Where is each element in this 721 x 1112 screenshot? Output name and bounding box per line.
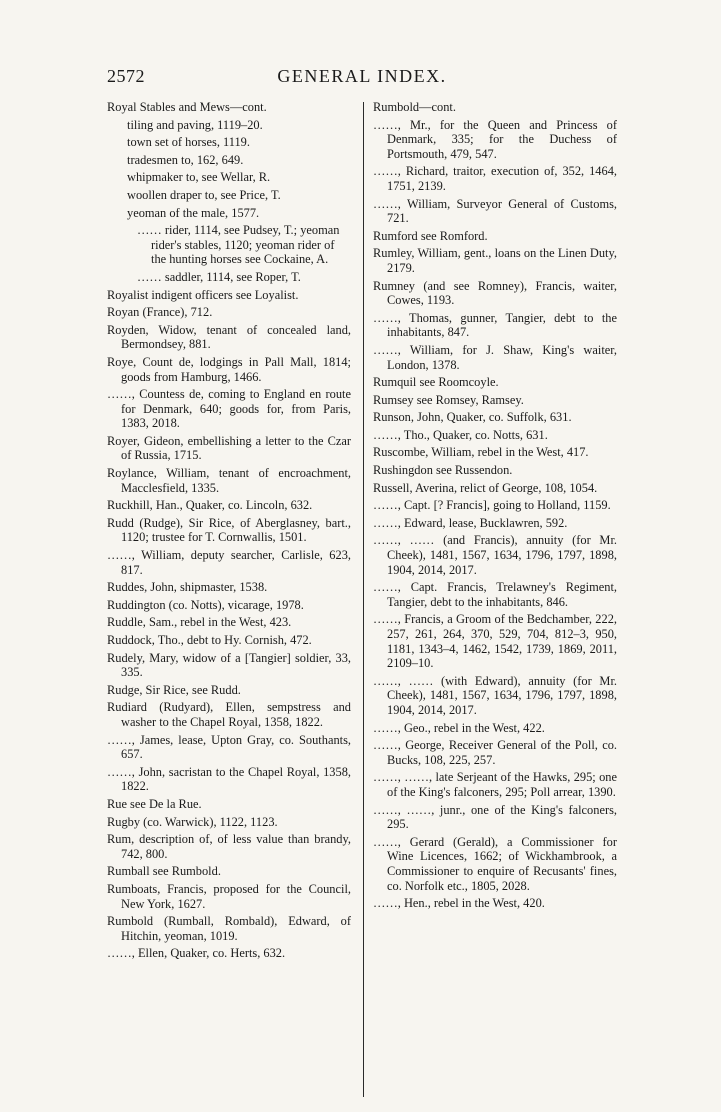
index-entry: Rumley, William, gent., loans on the Linen Duty, 2179. <box>373 246 617 275</box>
index-entry: Rumbold (Rumball, Rombald), Edward, of Hitchin, yeoman, 1019. <box>107 914 351 943</box>
index-entry: Ruddes, John, shipmaster, 1538. <box>107 580 268 595</box>
index-entry: Rudiard (Rudyard), Ellen, sempstress and washer to the Chapel Royal, 1358, 1822. <box>107 700 351 729</box>
index-entry: ……, Ellen, Quaker, co. Herts, 632. <box>107 946 286 961</box>
index-entry: Royer, Gideon, embellishing a letter to the Czar of Russia, 1715. <box>107 433 351 463</box>
index-entry: Rumquil see Roomcoyle. <box>373 375 499 390</box>
index-entry: Royden, Widow, tenant of concealed land, Bermondsey, 881. <box>107 322 351 352</box>
index-entry: Rumbold—cont. <box>373 100 456 114</box>
index-entry: Roye, Count de, lodgings in Pall Mall, 1814; goods from Hamburg, 1466. <box>107 354 351 384</box>
page-number: 2572 <box>107 66 145 86</box>
index-entry: Royal Stables and Mews—cont. <box>107 100 267 114</box>
index-entry: Rugby (co. Warwick), 1122, 1123. <box>107 814 278 829</box>
index-entry: Rue see De la Rue. <box>107 796 202 811</box>
left-column <box>107 100 351 964</box>
index-entry: ……, Capt. [? Francis], going to Holland, 1159. <box>373 498 611 513</box>
index-entry: ……, Capt. Francis, Trelawney's Regiment, Tangier, debt to the inhabitants, 846. <box>373 580 617 609</box>
index-entry: ……, Hen., rebel in the West, 420. <box>373 896 545 911</box>
index-entry: Ruckhill, Han., Quaker, co. Lincoln, 632. <box>107 498 313 513</box>
index-entry: ……, Richard, traitor, execution of, 352, 1464, 1751, 2139. <box>373 164 617 193</box>
page-header <box>107 66 617 88</box>
index-entry: ……, William, Surveyor General of Customs, 721. <box>373 196 617 226</box>
index-entry: …… rider, 1114, see Pudsey, T.; yeoman rider's stables, 1120; yeoman rider of the hunting horses see Cockaine, A. <box>137 223 340 267</box>
index-entry: town set of horses, 1119. <box>127 135 250 150</box>
index-entry: Ruddle, Sam., rebel in the West, 423. <box>107 615 292 630</box>
index-entry: …… saddler, 1114, see Roper, T. <box>137 269 301 284</box>
index-entry: Rudely, Mary, widow of a [Tangier] soldier, 33, 335. <box>107 650 351 680</box>
index-entry: Rudge, Sir Rice, see Rudd. <box>107 682 241 697</box>
index-entry: Rumney (and see Romney), Francis, waiter, Cowes, 1193. <box>373 278 617 308</box>
index-entry: Ruddington (co. Notts), vicarage, 1978. <box>107 597 304 612</box>
index-entry: ……, …… (and Francis), annuity (for Mr. Cheek), 1481, 1567, 1634, 1796, 1797, 1898, 1904, 2014, 2017. <box>373 533 617 577</box>
index-entry: ……, Edward, lease, Bucklawren, 592. <box>373 515 568 530</box>
index-entry: ……, Thomas, gunner, Tangier, debt to the inhabitants, 847. <box>373 310 617 340</box>
index-entry: tiling and paving, 1119–20. <box>127 117 263 132</box>
index-entry: ……, William, deputy searcher, Carlisle, 623, 817. <box>107 548 351 577</box>
index-entry: Rum, description of, of less value than brandy, 742, 800. <box>107 832 351 861</box>
index-entry: ……, James, lease, Upton Gray, co. Southants, 657. <box>107 732 351 762</box>
right-column <box>373 100 617 914</box>
index-entry: Russell, Averina, relict of George, 108, 1054. <box>373 480 598 495</box>
index-entry: whipmaker to, see Wellar, R. <box>127 170 271 185</box>
index-entry: Runson, John, Quaker, co. Suffolk, 631. <box>373 410 572 425</box>
page-title: GENERAL INDEX. <box>277 66 447 86</box>
index-entry: tradesmen to, 162, 649. <box>127 152 244 167</box>
index-entry: Rushingdon see Russendon. <box>373 463 513 478</box>
index-entry: ……, Countess de, coming to England en route for Denmark, 640; goods for, from Paris, 1383, 2018. <box>107 387 351 431</box>
index-entry: Rumboats, Francis, proposed for the Council, New York, 1627. <box>107 881 351 911</box>
index-entry: Rudd (Rudge), Sir Rice, of Aberglasney, bart., 1120; trustee for T. Cornwallis, 1501. <box>107 515 351 545</box>
index-entry: Royan (France), 712. <box>107 305 213 320</box>
index-entry: ……, …… (with Edward), annuity (for Mr. Cheek), 1481, 1567, 1634, 1796, 1797, 1898, 1904, 2014, 2017. <box>373 673 617 717</box>
index-entry: Rumford see Romford. <box>373 228 488 243</box>
index-entry: Rumsey see Romsey, Ramsey. <box>373 392 524 407</box>
index-entry: ……, William, for J. Shaw, King's waiter, London, 1378. <box>373 342 617 372</box>
index-entry: Rumball see Rumbold. <box>107 864 221 879</box>
index-entry: ……, Mr., for the Queen and Princess of Denmark, 335; for the Duchess of Portsmouth, 479, 547. <box>373 117 617 161</box>
index-entry: ……, Geo., rebel in the West, 422. <box>373 720 545 735</box>
index-entry: woollen draper to, see Price, T. <box>127 187 281 202</box>
index-entry: ……, ……, late Serjeant of the Hawks, 295; one of the King's falconers, 295; Poll arrear, 1390. <box>373 770 617 799</box>
column-divider <box>363 102 364 1097</box>
index-entry: Ruscombe, William, rebel in the West, 417. <box>373 445 589 460</box>
index-entry: ……, Francis, a Groom of the Bedchamber, 222, 257, 261, 264, 370, 529, 704, 812–3, 950, 1181, 1343–4, 1462, 1542, 1739, 1869, 2011, 2109–10. <box>373 612 617 671</box>
index-entry: ……, Gerard (Gerald), a Commissioner for Wine Licences, 1662; of Wickhambrook, a Commissioner to enquire of Recusants' fines, co. Norfolk etc., 1805, 2028. <box>373 834 617 893</box>
index-entry: yeoman of the male, 1577. <box>127 205 260 220</box>
index-entry: ……, Tho., Quaker, co. Notts, 631. <box>373 427 548 442</box>
index-body <box>107 100 617 1100</box>
index-entry: Royalist indigent officers see Loyalist. <box>107 287 299 302</box>
index-entry: ……, John, sacristan to the Chapel Royal, 1358, 1822. <box>107 764 351 794</box>
index-entry: ……, George, Receiver General of the Poll, co. Bucks, 108, 225, 257. <box>373 738 617 767</box>
index-entry: ……, ……, junr., one of the King's falconers, 295. <box>373 802 617 832</box>
index-entry: Ruddock, Tho., debt to Hy. Cornish, 472. <box>107 633 312 647</box>
index-entry: Roylance, William, tenant of encroachment, Macclesfield, 1335. <box>107 466 351 495</box>
